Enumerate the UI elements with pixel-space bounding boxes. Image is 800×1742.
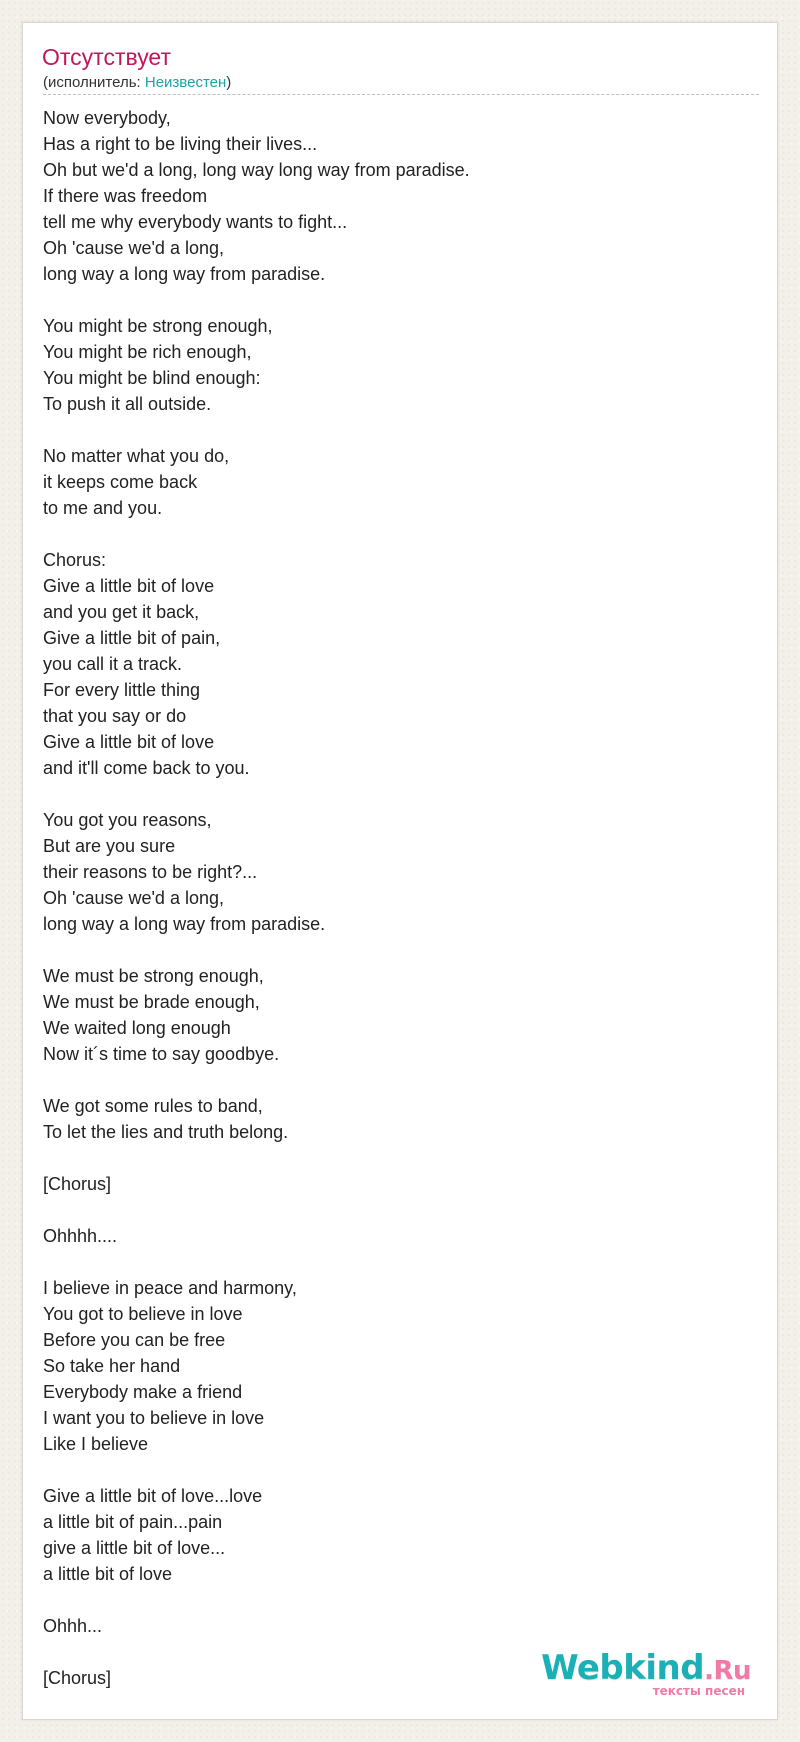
lyrics-text: Now everybody, Has a right to be living their lives... Oh but we'd a long, long way long way from paradise. If there was freedom tell me why everybody wants to fight... Oh 'cause we'd a long, long way a long way from paradise. You might be strong enough, You might be rich enough, You might be blind enough: To push it all outside. No matter what you do, it keeps come back to me and you. Chorus: Give a little bit of love and you get it back, Give a little bit of pain, you call it a track. For every little thing that you say or do Give a little bit of love and it'll come back to you. You got you reasons, But are you sure their reasons to be right?... Oh 'cause we'd a long, long way a long way from paradise. We must be strong enough, We must be brade enough, We waited long enough Now it´s time to say goodbye. We got some rules to band, To let the lies and truth belong. [Chorus] Ohhhh.... I believe in peace and harmony, You got to believe in love Before you can be free So take her hand Everybody make a friend I want you to believe in love Like I believe Give a little bit of love...love a little bit of pain...pain give a little bit of love... a little bit of love Ohhh... [Chorus] — [43, 108, 470, 1688]
logo-tld: .Ru — [704, 1656, 751, 1686]
artist-line — [43, 74, 231, 92]
header-divider — [43, 94, 759, 95]
artist-prefix: (исполнитель: — [43, 74, 145, 91]
song-title: Отсутствует — [42, 44, 171, 70]
artist-suffix: ) — [226, 74, 232, 91]
lyrics-card — [22, 22, 778, 1720]
artist-link[interactable]: Неизвестен — [144, 74, 227, 91]
logo-tagline: тексты песен — [652, 1684, 745, 1698]
logo-brand: Webkind — [541, 1648, 705, 1688]
webkind-logo — [541, 1650, 751, 1697]
